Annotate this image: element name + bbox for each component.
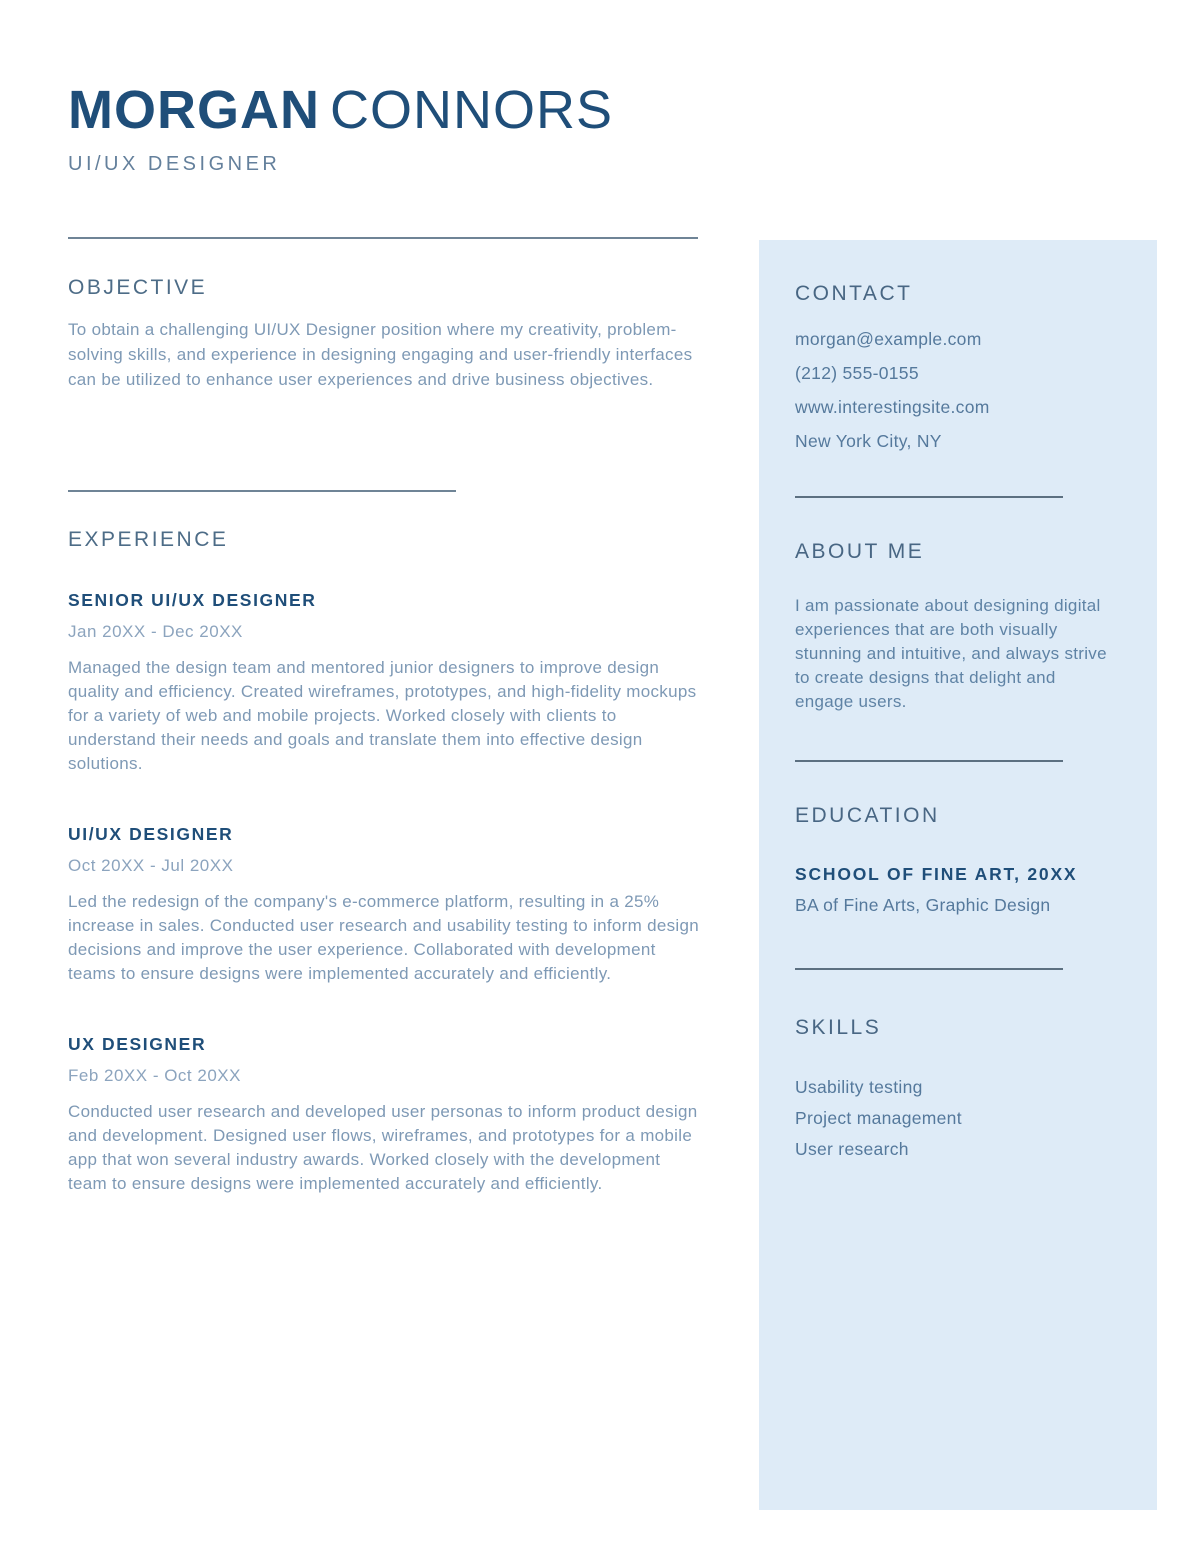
job-description: Led the redesign of the company's e-commerce platform, resulting in a 25% increase in sales. Conducted user research and usability testing to inform design decisions and improve the user experience. Collaborated with development teams to ensure designs were implemented accurately and efficiently. (68, 892, 699, 983)
about-heading: ABOUT ME (795, 540, 925, 563)
objective-heading: OBJECTIVE (68, 276, 208, 299)
candidate-name (68, 82, 708, 139)
candidate-last-name: CONNORS (329, 80, 613, 140)
divider-above-experience (68, 490, 456, 492)
job-entry (68, 824, 700, 986)
job-description: Managed the design team and mentored junior designers to improve design quality and efficiency. Created wireframes, prototypes, and high-fidelity mockups for a variety of web and mobile projects. Worked closely with clients to understand their needs and goals and translate them into effective design solutions. (68, 658, 697, 773)
divider-below-education (795, 968, 1063, 970)
divider-below-about (795, 760, 1063, 762)
job-dates: Feb 20XX - Oct 20XX (68, 1066, 241, 1085)
education-heading: EDUCATION (795, 804, 940, 827)
job-entry (68, 1034, 700, 1196)
contact-list (795, 322, 1117, 458)
skill-item: Usability testing (795, 1077, 923, 1097)
contact-section (795, 282, 1117, 458)
candidate-job-title: UI/UX DESIGNER (68, 152, 281, 175)
divider-below-contact (795, 496, 1063, 498)
about-text: I am passionate about designing digital experiences that are both visually stunning and intuitive, and always strive to create designs that delight and engage users. (795, 596, 1107, 711)
skills-heading: SKILLS (795, 1016, 882, 1039)
job-entry (68, 590, 700, 776)
contact-website: www.interestingsite.com (795, 397, 990, 417)
objective-section (68, 276, 700, 392)
education-school: SCHOOL OF FINE ART, 20XX (795, 864, 1078, 884)
contact-email: morgan@example.com (795, 329, 982, 349)
job-title: UI/UX DESIGNER (68, 824, 234, 844)
skill-item: Project management (795, 1108, 962, 1128)
job-description: Conducted user research and developed user personas to inform product design and development. Designed user flows, wireframes, and prototypes for a mobile app that won several industry awards. Worked closely with the development team to ensure designs were implemented accurately and efficiently. (68, 1102, 698, 1193)
education-degree: BA of Fine Arts, Graphic Design (795, 895, 1051, 915)
about-section (795, 540, 1117, 714)
resume-header (68, 82, 708, 176)
contact-location: New York City, NY (795, 431, 942, 451)
job-title: SENIOR UI/UX DESIGNER (68, 590, 317, 610)
skills-list (795, 1072, 1117, 1165)
experience-heading: EXPERIENCE (68, 528, 229, 551)
education-section (795, 804, 1117, 916)
candidate-first-name: MORGAN (68, 80, 320, 140)
experience-section (68, 528, 700, 1196)
contact-phone: (212) 555-0155 (795, 363, 919, 383)
contact-heading: CONTACT (795, 282, 913, 305)
skill-item: User research (795, 1139, 909, 1159)
divider-above-objective (68, 237, 698, 239)
sidebar (759, 240, 1157, 1510)
job-dates: Jan 20XX - Dec 20XX (68, 622, 243, 641)
job-dates: Oct 20XX - Jul 20XX (68, 856, 234, 875)
objective-text: To obtain a challenging UI/UX Designer position where my creativity, problem-solving skills, and experience in designing engaging and user-friendly interfaces can be utilized to enhance user experiences and drive business objectives. (68, 320, 693, 389)
skills-section (795, 1016, 1117, 1165)
job-title: UX DESIGNER (68, 1034, 207, 1054)
